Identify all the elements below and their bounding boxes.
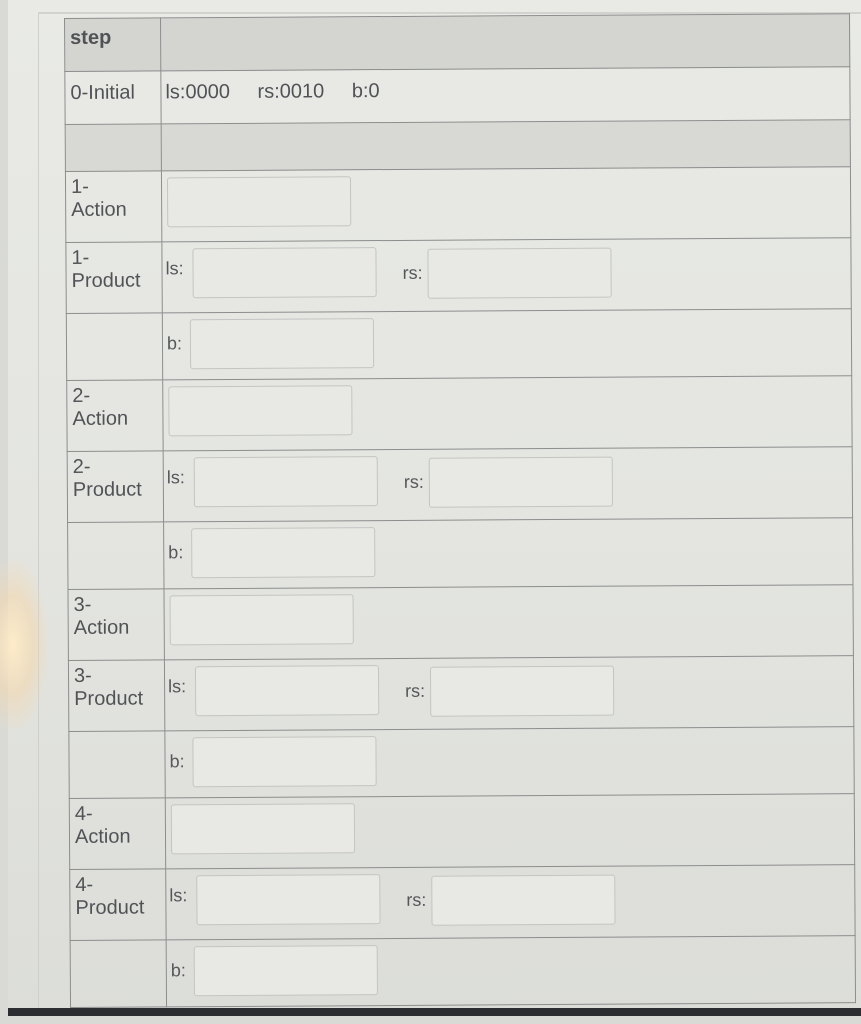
- step-3-action-input[interactable]: [170, 594, 354, 645]
- step-4-action-row: [69, 794, 854, 870]
- blank-label-cell: [65, 124, 161, 172]
- step-1-b-cell: [162, 309, 851, 380]
- step-1-b-empty-cell: [66, 313, 162, 381]
- blank-value-cell: [161, 120, 850, 171]
- step-3-b-empty-cell: [69, 731, 165, 799]
- step-3-product-label: 3- Product: [68, 660, 164, 732]
- initial-values-cell: [161, 67, 850, 124]
- step-3-ls-label: ls:: [168, 676, 187, 697]
- step-4-rs-input[interactable]: [431, 875, 615, 926]
- steps-table: [64, 13, 856, 1008]
- initial-b: b:0: [351, 80, 380, 103]
- step-4-b-row: [70, 936, 855, 1008]
- step-2-ls-label: ls:: [166, 467, 185, 488]
- step-4-action-cell: [165, 794, 854, 869]
- step-1-action-label: 1- Action: [65, 171, 161, 243]
- step-1-rs-input[interactable]: [427, 248, 611, 299]
- step-3-action-row: [68, 585, 853, 661]
- step-2-product-cell: [163, 447, 852, 522]
- step-header: step: [65, 18, 161, 72]
- step-1-product-cell: [162, 238, 851, 313]
- step-1-product-row: [66, 238, 851, 314]
- step-1-product-label: 1- Product: [66, 242, 162, 314]
- step-2-action-label: 2- Action: [67, 380, 163, 452]
- initial-rs: rs:0010: [257, 80, 325, 103]
- step-2-b-cell: [164, 518, 853, 589]
- step-2-action-input[interactable]: [168, 385, 352, 436]
- step-4-b-cell: [166, 936, 855, 1007]
- step-3-product-row: [68, 656, 853, 732]
- step-2-b-label: b:: [168, 542, 184, 563]
- monitor-bezel: [8, 1008, 861, 1016]
- step-3-rs-label: rs:: [405, 680, 426, 701]
- step-3-action-label: 3- Action: [68, 589, 164, 661]
- step-1-action-input[interactable]: [167, 176, 351, 227]
- step-4-ls-input[interactable]: [196, 874, 380, 925]
- step-2-product-row: [67, 447, 852, 523]
- step-4-ls-label: ls:: [169, 885, 188, 906]
- step-3-ls-input[interactable]: [195, 665, 379, 716]
- step-1-b-row: [66, 309, 851, 381]
- step-4-b-label: b:: [170, 960, 186, 981]
- left-divider: [38, 14, 39, 1008]
- step-4-action-label: 4- Action: [69, 798, 165, 870]
- step-2-action-row: [67, 376, 852, 452]
- step-3-product-cell: [164, 656, 853, 731]
- screen: [8, 0, 861, 1016]
- step-3-action-cell: [164, 585, 853, 660]
- step-4-b-empty-cell: [70, 940, 166, 1008]
- step-3-b-input[interactable]: [192, 736, 376, 787]
- step-4-rs-label: rs:: [406, 889, 427, 910]
- initial-label: 0-Initial: [65, 71, 161, 125]
- step-1-b-input[interactable]: [190, 318, 374, 369]
- step-2-b-empty-cell: [68, 522, 164, 590]
- step-3-b-label: b:: [169, 751, 185, 772]
- step-1-ls-input[interactable]: [192, 247, 376, 298]
- header-empty-cell: [161, 14, 850, 71]
- blank-row: [65, 120, 850, 172]
- step-4-action-input[interactable]: [171, 803, 355, 854]
- step-4-b-input[interactable]: [194, 945, 378, 996]
- initial-ls: ls:0000: [165, 80, 231, 104]
- step-1-rs-label: rs:: [402, 262, 423, 283]
- step-2-ls-input[interactable]: [194, 456, 378, 507]
- step-1-b-label: b:: [166, 333, 183, 354]
- step-4-product-row: [70, 865, 855, 941]
- step-3-b-cell: [165, 727, 854, 798]
- step-1-action-cell: [161, 167, 850, 242]
- screen-glare: [0, 560, 48, 730]
- step-3-rs-input[interactable]: [430, 666, 614, 717]
- step-1-action-row: [65, 167, 850, 243]
- header-row: [65, 14, 850, 72]
- step-2-b-row: [68, 518, 853, 590]
- step-4-product-label: 4- Product: [70, 869, 166, 941]
- initial-row: [65, 67, 850, 125]
- step-4-product-cell: [166, 865, 855, 940]
- step-2-rs-input[interactable]: [429, 457, 613, 508]
- step-2-product-label: 2- Product: [67, 451, 163, 523]
- step-3-b-row: [69, 727, 854, 799]
- step-2-action-cell: [163, 376, 852, 451]
- step-1-ls-label: ls:: [165, 258, 184, 279]
- step-2-b-input[interactable]: [191, 527, 375, 578]
- step-2-rs-label: rs:: [403, 471, 424, 492]
